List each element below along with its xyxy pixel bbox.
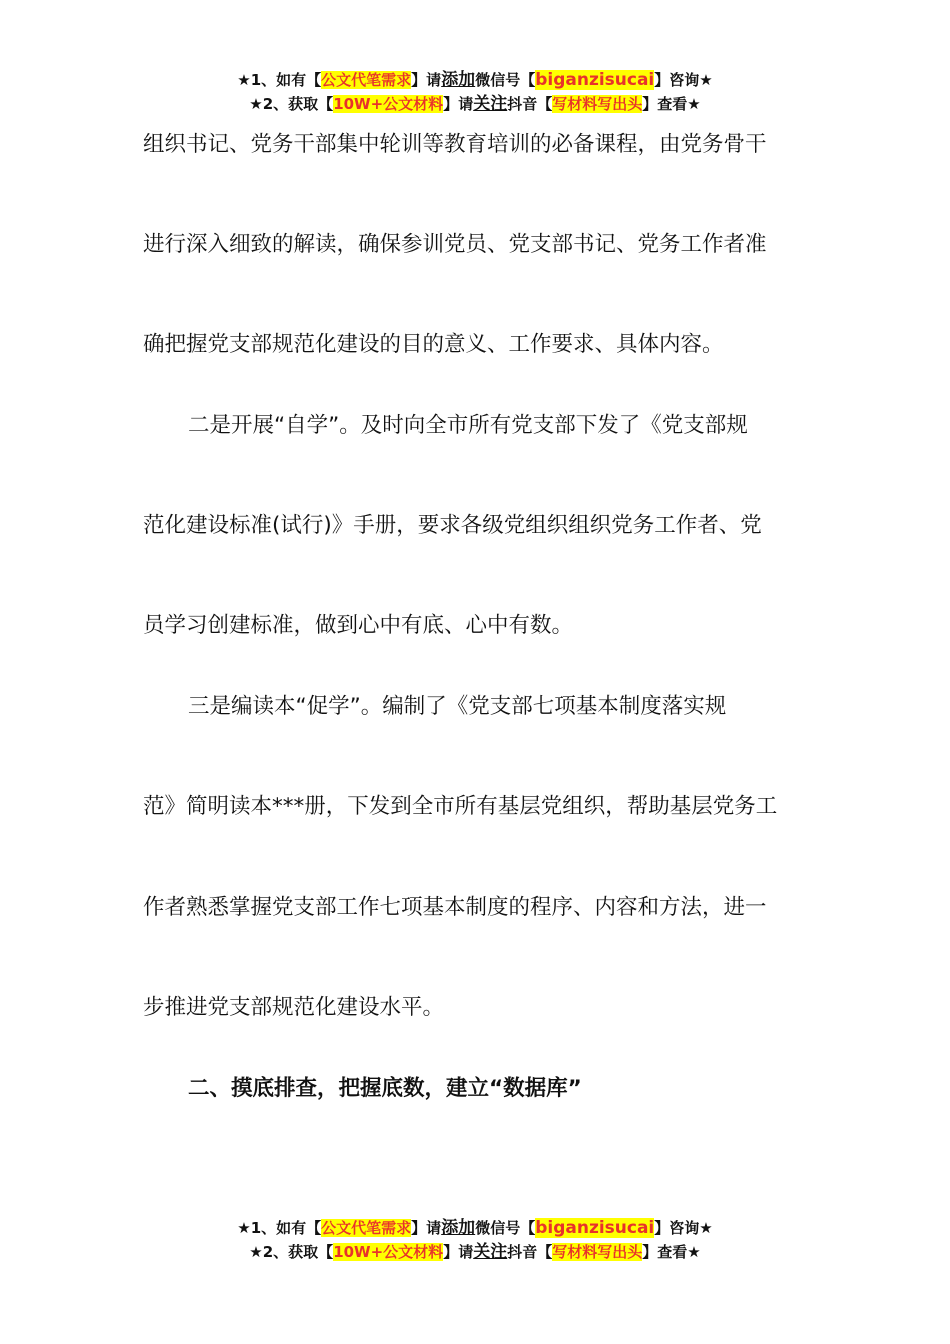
banner-line-1 [0,68,950,92]
body-line: 范化建设标准(试行)》手册，要求各级党组织组织党务工作者、党 [143,513,762,538]
banner-line-2 [0,1240,950,1264]
banner-text: 】请 [411,1219,442,1237]
underlined-text: 关注 [473,1242,508,1262]
highlight-materials: 10W+公文材料 [333,1243,444,1261]
highlight-douyin-account: 写材料写出头 [552,95,643,113]
body-line: 组织书记、党务干部集中轮训等教育培训的必备课程，由党务骨干 [143,132,767,157]
banner-text: 】请 [443,95,474,113]
underlined-text: 添加 [441,1218,476,1238]
highlight-wechat-id: biganzisucai [535,70,655,90]
banner-text: 微信号【 [475,1219,536,1237]
top-banner [0,68,950,116]
banner-text: 】查看★ [642,1243,701,1261]
body-line: 二是开展“自学”。及时向全市所有党支部下发了《党支部规 [188,413,748,438]
banner-text: 】请 [411,71,442,89]
highlight-service: 公文代笔需求 [321,71,412,89]
body-line: 确把握党支部规范化建设的目的意义、工作要求、具体内容。 [143,332,724,357]
highlight-wechat-id: biganzisucai [535,1218,655,1238]
banner-text: 】请 [443,1243,474,1261]
banner-line-1 [0,1216,950,1240]
banner-text: 微信号【 [475,71,536,89]
body-line: 三是编读本“促学”。编制了《党支部七项基本制度落实规 [188,694,727,719]
banner-text: 】查看★ [642,95,701,113]
body-line: 员学习创建标准，做到心中有底、心中有数。 [143,613,574,638]
highlight-douyin-account: 写材料写出头 [552,1243,643,1261]
banner-line-2 [0,92,950,116]
body-line: 步推进党支部规范化建设水平。 [143,995,445,1020]
banner-text: ★1、如有【 [237,71,322,89]
underlined-text: 添加 [441,70,476,90]
section-heading: 二、摸底排查，把握底数，建立“数据库” [188,1076,582,1101]
bottom-banner [0,1216,950,1264]
highlight-service: 公文代笔需求 [321,1219,412,1237]
body-line: 作者熟悉掌握党支部工作七项基本制度的程序、内容和方法，进一 [143,895,767,920]
banner-text: ★1、如有【 [237,1219,322,1237]
banner-text: ★2、获取【 [249,1243,334,1261]
banner-text: 】咨询★ [654,1219,713,1237]
banner-text: ★2、获取【 [249,95,334,113]
underlined-text: 关注 [473,94,508,114]
body-line: 进行深入细致的解读，确保参训党员、党支部书记、党务工作者准 [143,232,767,257]
body-line: 范》简明读本***册，下发到全市所有基层党组织，帮助基层党务工 [143,794,778,819]
banner-text: 抖音【 [507,1243,553,1261]
banner-text: 抖音【 [507,95,553,113]
banner-text: 】咨询★ [654,71,713,89]
highlight-materials: 10W+公文材料 [333,95,444,113]
